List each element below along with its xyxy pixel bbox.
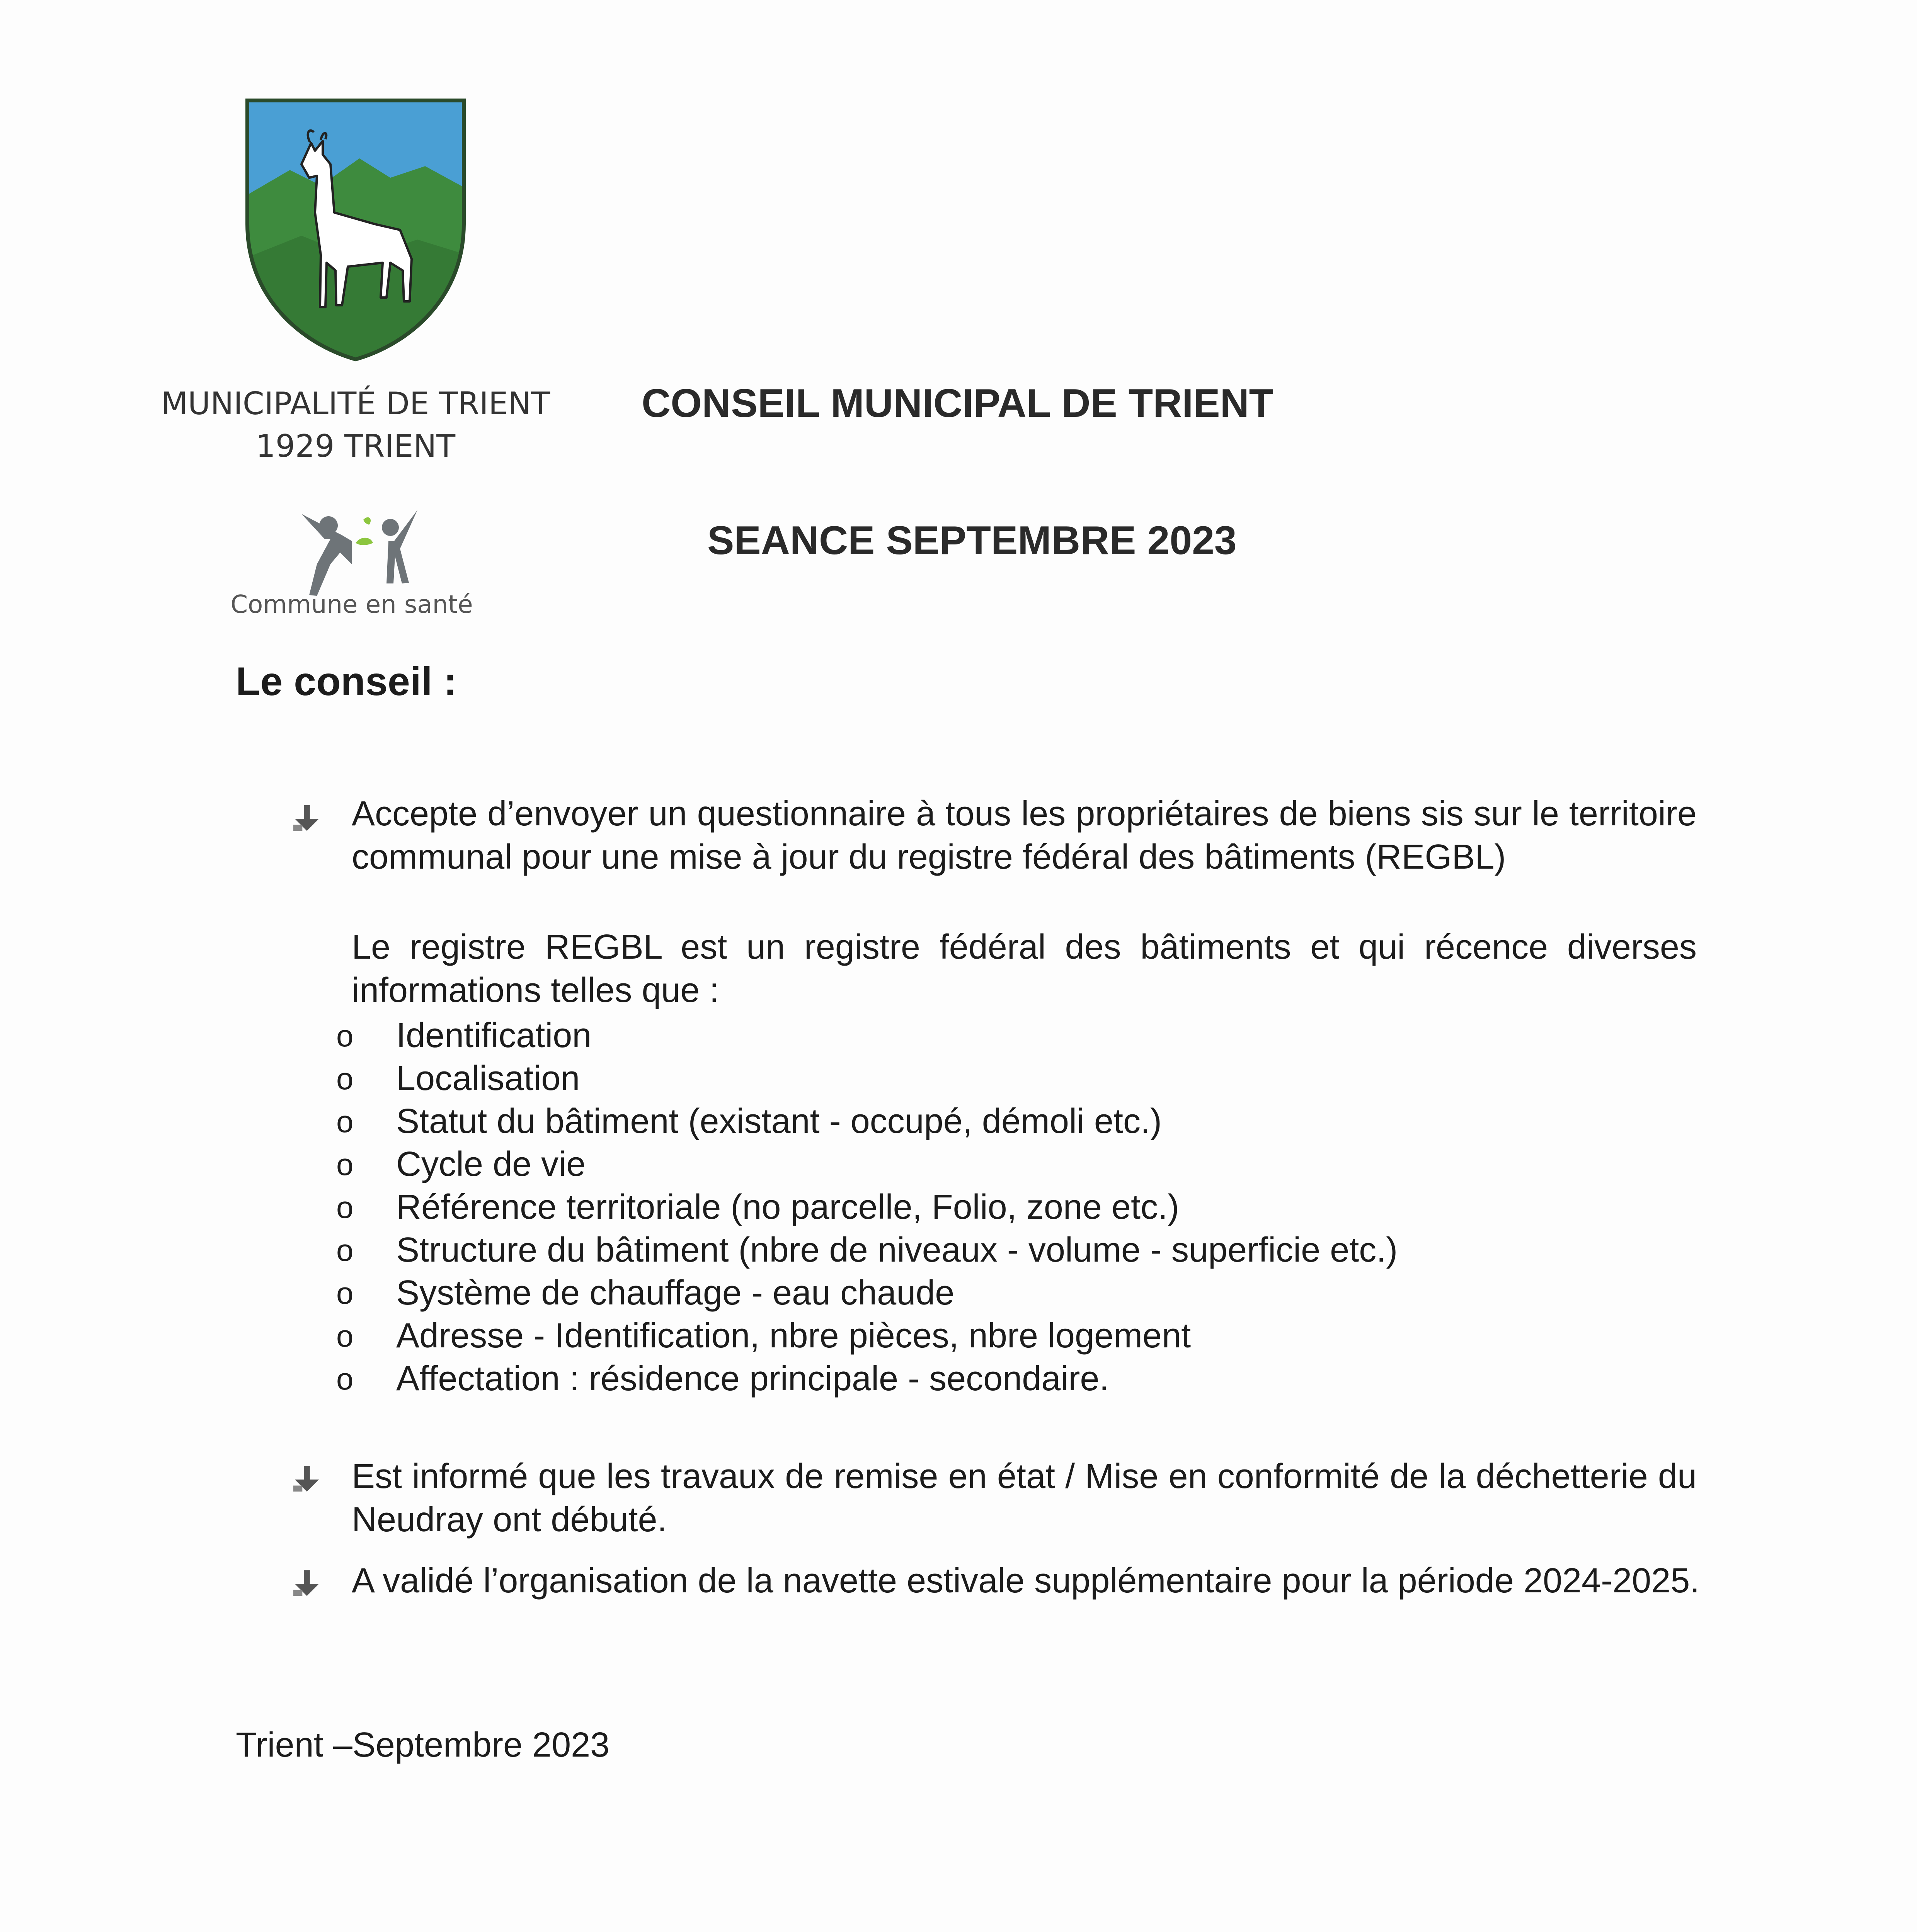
list-item [336,1143,1728,1186]
municipality-name-block [147,383,564,468]
list-item [336,1315,1728,1357]
section-heading: Le conseil : [236,659,457,704]
list-item-text: Structure du bâtiment (nbre de niveaux - volume - superficie etc.) [396,1231,1398,1269]
list-item-text: Cycle de vie [396,1145,586,1184]
item-1-text: Accepte d’envoyer un questionnaire à tous les propriétaires de biens sis sur le territoire communal pour une mise à jour du registre fédéral des bâtiments (REGBL) [352,794,1697,876]
item-1-detail-intro: Le registre REGBL est un registre fédéral des bâtiments et qui récence diverses informations telles que : [352,928,1697,1010]
commune-en-sante-logo [294,506,425,599]
list-item [336,1100,1728,1143]
list-item-text: Localisation [396,1059,580,1098]
municipality-address: 1929 TRIENT [255,428,456,464]
list-item [336,1272,1728,1315]
arrow-down-bullet-icon [292,1569,322,1599]
list-marker: o [336,1104,354,1139]
list-marker: o [336,1147,354,1182]
list-marker: o [336,1319,354,1353]
arrow-down-bullet-icon [292,804,322,834]
arrow-down-bullet-icon [292,1464,322,1495]
list-item [336,1357,1728,1400]
commune-en-sante-label: Commune en santé [230,590,473,619]
list-marker: o [336,1061,354,1096]
regbl-info-list [336,1014,1728,1400]
list-item-text: Référence territoriale (no parcelle, Folio, zone etc.) [396,1188,1179,1226]
list-item-text: Statut du bâtiment (existant - occupé, démoli etc.) [396,1102,1162,1141]
document-subtitle: SEANCE SEPTEMBRE 2023 [707,518,1237,563]
list-marker: o [336,1190,354,1225]
list-item-text: Adresse - Identification, nbre pièces, nbre logement [396,1316,1191,1355]
list-item [336,1186,1728,1229]
place-date: Trient –Septembre 2023 [236,1726,610,1764]
list-item [336,1229,1728,1272]
municipality-crest-logo [243,97,468,363]
list-marker: o [336,1233,354,1267]
item-2-text: Est informé que les travaux de remise en état / Mise en conformité de la déchetterie du Neudray ont débuté. [352,1457,1697,1539]
list-item-text: Identification [396,1016,592,1055]
list-marker: o [336,1276,354,1310]
list-item-text: Système de chauffage - eau chaude [396,1274,955,1312]
item-3-text: A validé l’organisation de la navette estivale supplémentaire pour la période 2024-2025. [352,1561,1700,1600]
list-marker: o [336,1019,354,1053]
list-marker: o [336,1362,354,1396]
list-item [336,1014,1728,1057]
document-title: CONSEIL MUNICIPAL DE TRIENT [642,381,1274,426]
list-item-text: Affectation : résidence principale - secondaire. [396,1359,1109,1398]
municipality-name: MUNICIPALITÉ DE TRIENT [161,386,550,422]
list-item [336,1057,1728,1100]
